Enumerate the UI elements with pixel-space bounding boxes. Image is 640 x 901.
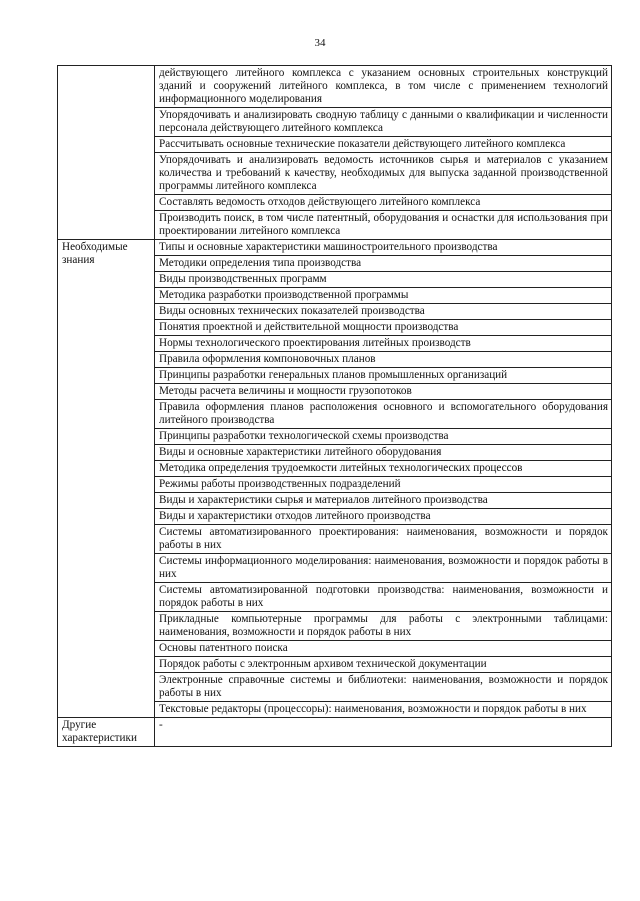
requirement-text-cell: Методика разработки производственной программы (155, 288, 612, 304)
requirement-text-cell: Виды и характеристики сырья и материалов литейного производства (155, 493, 612, 509)
row-label-cell: Необходимые знания (58, 240, 155, 718)
row-label-cell: Другие характеристики (58, 718, 155, 747)
requirement-text-cell: Виды и характеристики отходов литейного производства (155, 509, 612, 525)
requirement-text-cell: Принципы разработки технологической схемы производства (155, 429, 612, 445)
requirement-text-cell: Типы и основные характеристики машиностроительного производства (155, 240, 612, 256)
row-label-cell (58, 66, 155, 240)
requirement-text-cell: Текстовые редакторы (процессоры): наименования, возможности и порядок работы в них (155, 702, 612, 718)
requirement-text-cell: Системы автоматизированной подготовки производства: наименования, возможности и порядок работы в них (155, 583, 612, 612)
requirement-text-cell: Правила оформления планов расположения основного и вспомогательного оборудования литейного производства (155, 400, 612, 429)
requirement-text-cell: Производить поиск, в том числе патентный, оборудования и оснастки для использования при проектировании литейного комплекса (155, 211, 612, 240)
requirement-text-cell: Принципы разработки генеральных планов промышленных организаций (155, 368, 612, 384)
requirement-text-cell: - (155, 718, 612, 747)
requirement-text-cell: Виды основных технических показателей производства (155, 304, 612, 320)
requirement-text-cell: Порядок работы с электронным архивом технической документации (155, 657, 612, 673)
requirement-text-cell: Составлять ведомость отходов действующего литейного комплекса (155, 195, 612, 211)
requirement-text-cell: Виды производственных программ (155, 272, 612, 288)
other-characteristics-row (58, 718, 612, 747)
requirement-text-cell: Упорядочивать и анализировать ведомость источников сырья и материалов с указанием количества и требований к качеству, необходимых для выпуска заданной производственной программы литейного комплекса (155, 153, 612, 195)
knowledge-row (58, 240, 612, 256)
requirements-table (57, 65, 612, 747)
requirement-text-cell: Прикладные компьютерные программы для работы с электронными таблицами: наименования, возможности и порядок работы в них (155, 612, 612, 641)
requirement-text-cell: Нормы технологического проектирования литейных производств (155, 336, 612, 352)
requirement-text-cell: Упорядочивать и анализировать сводную таблицу с данными о квалификации и численности персонала действующего литейного комплекса (155, 108, 612, 137)
requirement-text-cell: Методика определения трудоемкости литейных технологических процессов (155, 461, 612, 477)
requirement-text-cell: Понятия проектной и действительной мощности производства (155, 320, 612, 336)
requirement-text-cell: Электронные справочные системы и библиотеки: наименования, возможности и порядок работы в них (155, 673, 612, 702)
requirement-text-cell: Методики определения типа производства (155, 256, 612, 272)
requirement-text-cell: Правила оформления компоновочных планов (155, 352, 612, 368)
skill-row (58, 66, 612, 108)
requirement-text-cell: Системы автоматизированного проектирования: наименования, возможности и порядок работы в них (155, 525, 612, 554)
page-number: 34 (314, 37, 326, 49)
requirement-text-cell: Основы патентного поиска (155, 641, 612, 657)
requirement-text-cell: Режимы работы производственных подразделений (155, 477, 612, 493)
requirement-text-cell: действующего литейного комплекса с указанием основных строительных конструкций зданий и сооружений литейного комплекса, в том числе с применением технологий информационного моделирования (155, 66, 612, 108)
requirement-text-cell: Рассчитывать основные технические показатели действующего литейного комплекса (155, 137, 612, 153)
requirement-text-cell: Методы расчета величины и мощности грузопотоков (155, 384, 612, 400)
requirement-text-cell: Системы информационного моделирования: наименования, возможности и порядок работы в них (155, 554, 612, 583)
requirement-text-cell: Виды и основные характеристики литейного оборудования (155, 445, 612, 461)
